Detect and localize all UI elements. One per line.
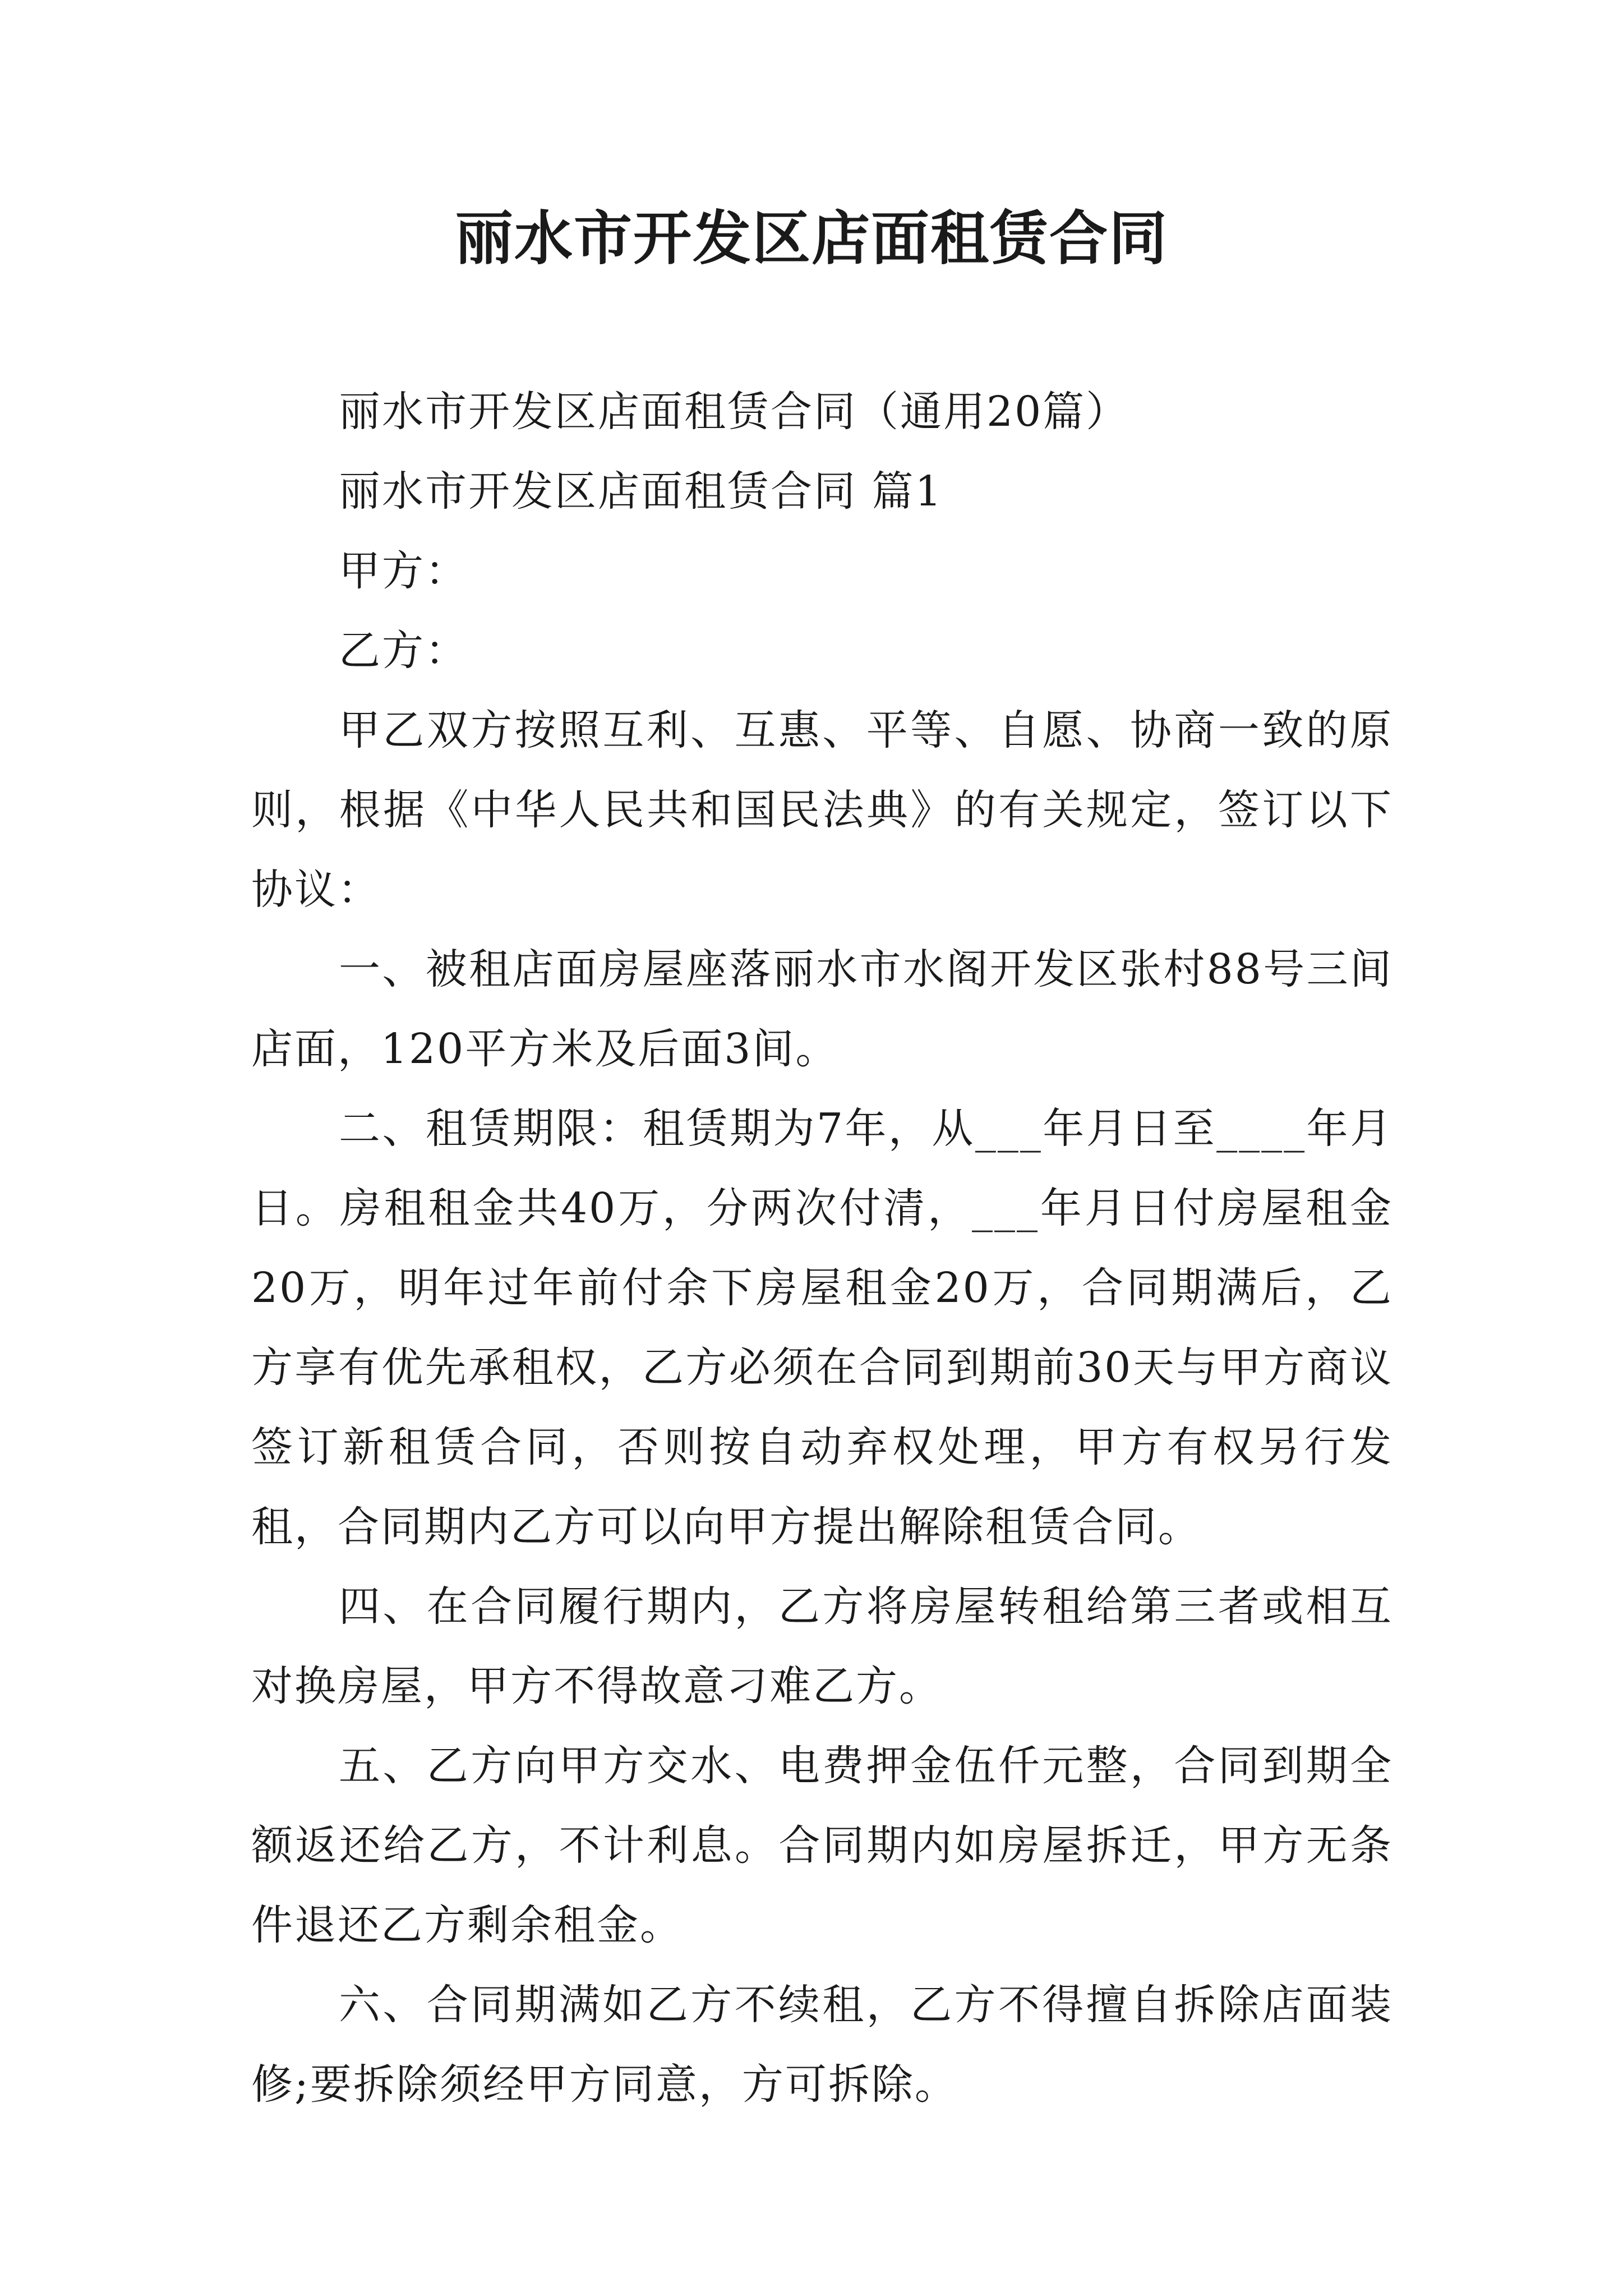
preamble-paragraph: 甲乙双方按照互利、互惠、平等、自愿、协商一致的原则，根据《中华人民共和国民法典》的有关规定，签订以下协议： (251, 706, 1393, 914)
document-body (251, 372, 1393, 2124)
clause-2-paragraph: 二、租赁期限：租赁期为7年，从___年月日至____年月日。房租租金共40万，分两次付清，___年月日付房屋租金20万，明年过年前付余下房屋租金20万，合同期满后，乙方享有优先承租权，乙方必须在合同到期前30天与甲方商议签订新租赁合同，否则按自动弃权处理，甲方有权另行发租，合同期内乙方可以向甲方提出解除租赁合同。 (251, 1105, 1393, 1551)
section-heading: 丽水市开发区店面租赁合同 篇1 (339, 467, 943, 516)
clause-4-paragraph: 四、在合同履行期内，乙方将房屋转租给第三者或相互对换房屋，甲方不得故意刁难乙方。 (251, 1582, 1393, 1710)
clause-1-paragraph: 一、被租店面房屋座落丽水市水阁开发区张村88号三间店面，120平方米及后面3间。 (251, 945, 1393, 1073)
subtitle-paragraph: 丽水市开发区店面租赁合同（通用20篇） (339, 388, 1129, 436)
document-title: 丽水市开发区店面租赁合同 (454, 204, 1168, 273)
party-b-line: 乙方： (339, 627, 468, 675)
clause-5-paragraph: 五、乙方向甲方交水、电费押金伍仟元整，合同到期全额返还给乙方，不计利息。合同期内如房屋拆迁，甲方无条件退还乙方剩余租金。 (251, 1742, 1393, 1949)
party-a-line: 甲方： (339, 547, 468, 595)
clause-6-paragraph: 六、合同期满如乙方不续租，乙方不得擅自拆除店面装修;要拆除须经甲方同意，方可拆除。 (251, 1981, 1393, 2109)
